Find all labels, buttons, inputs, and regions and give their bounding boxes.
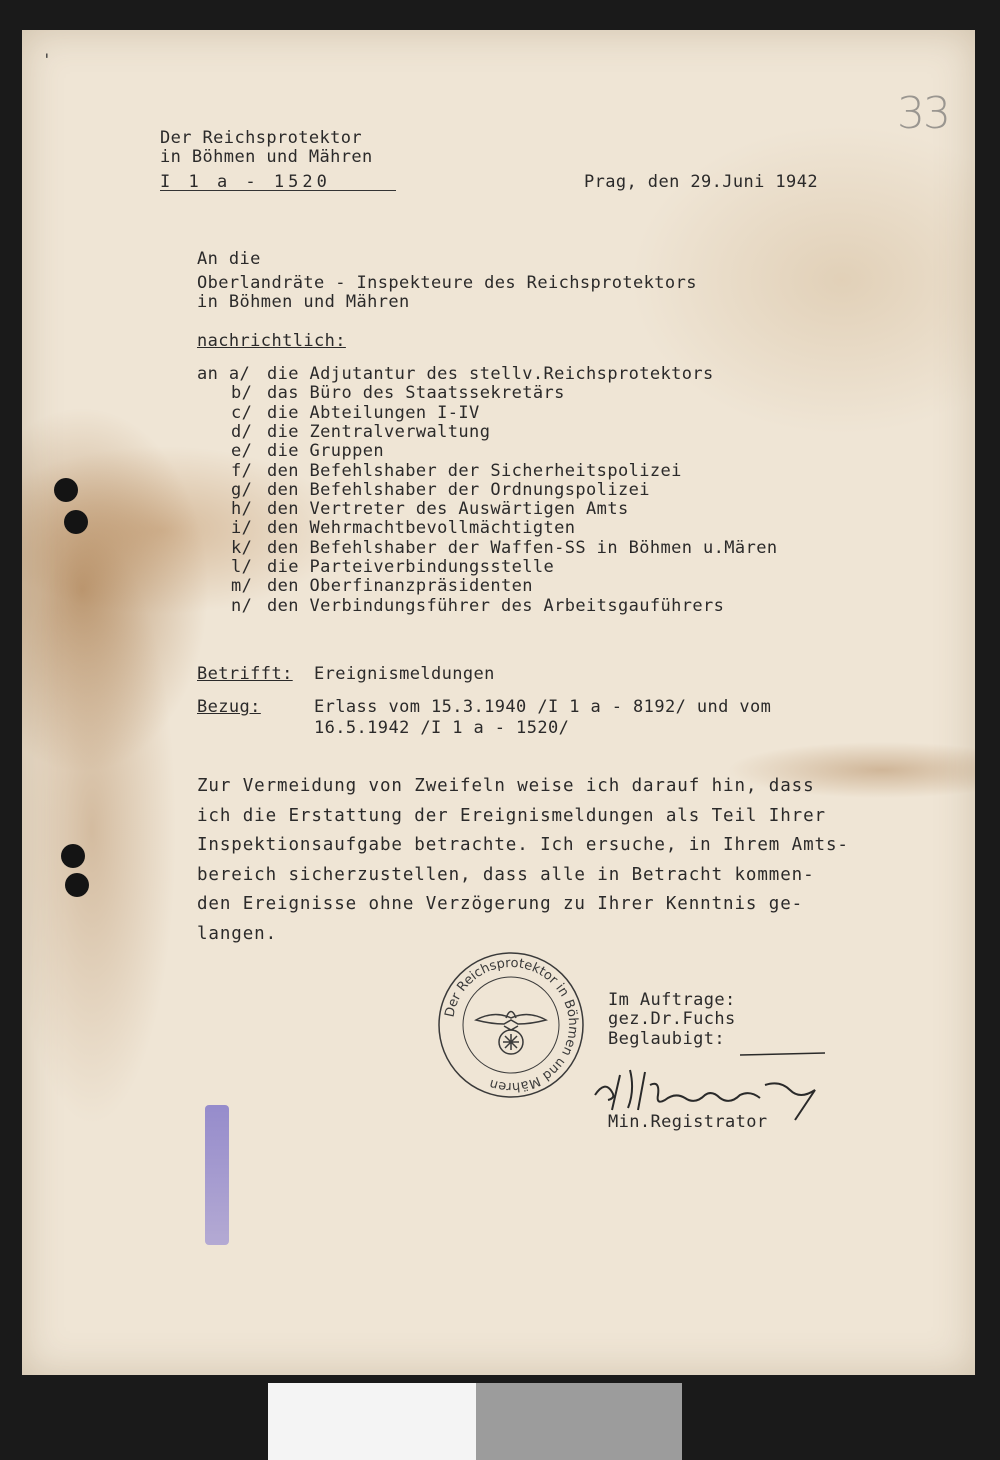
- stamp-text: Der Reichsprotektor in Böhmen und Mähren: [442, 955, 581, 1095]
- sender-reference: I 1 a - 1520: [160, 172, 331, 192]
- scan-calibration-grey: [476, 1383, 682, 1460]
- cc-item-prefix: e/: [231, 441, 253, 462]
- cc-item-prefix: m/: [231, 576, 253, 597]
- cc-item-text: die Zentralverwaltung: [267, 421, 491, 442]
- scan-calibration-white: [268, 1383, 476, 1460]
- cc-item-prefix: b/: [231, 383, 253, 404]
- cc-item-prefix: l/: [231, 557, 253, 577]
- cc-item-text: die Adjutantur des stellv.Reichsprotektors: [267, 364, 714, 384]
- reference-underline: [160, 190, 396, 191]
- addressee-line2: Oberlandräte - Inspekteure des Reichsprotektors: [197, 273, 697, 293]
- cc-item-text: den Befehlshaber der Sicherheitspolizei: [267, 460, 682, 481]
- cc-item-text: die Parteiverbindungsstelle: [267, 557, 555, 577]
- cc-item-text: den Verbindungsführer des Arbeitsgauführers: [267, 595, 725, 616]
- body-line: langen.: [197, 924, 278, 944]
- body-line: Zur Vermeidung von Zweifeln weise ich darauf hin, dass: [197, 776, 815, 796]
- punch-hole: [61, 844, 85, 868]
- cc-item-prefix: n/: [231, 595, 253, 616]
- page-number: 33: [897, 88, 949, 139]
- cc-item-prefix: k/: [231, 537, 253, 558]
- cc-item-prefix: f/: [231, 460, 253, 481]
- cc-item-text: den Befehlshaber der Ordnungspolizei: [267, 479, 650, 500]
- signature-title: Min.Registrator: [608, 1112, 768, 1132]
- cc-heading: nachrichtlich:: [197, 331, 346, 351]
- punch-hole: [65, 873, 89, 897]
- cc-item-text: den Vertreter des Auswärtigen Amts: [267, 499, 629, 520]
- official-stamp: [436, 950, 586, 1100]
- cc-item-prefix: an a/: [197, 364, 251, 384]
- cc-item-text: den Oberfinanzpräsidenten: [267, 576, 533, 597]
- addressee-line3: in Böhmen und Mähren: [197, 292, 410, 312]
- body-line: ich die Erstattung der Ereignismeldungen als Teil Ihrer: [197, 805, 826, 826]
- cc-item-text: den Befehlshaber der Waffen-SS in Böhmen u.Mären: [267, 537, 778, 558]
- mark: ': [42, 50, 52, 69]
- body-line: bereich sicherzustellen, dass alle in Betracht kommen-: [197, 864, 815, 885]
- cc-item-text: die Gruppen: [267, 441, 384, 462]
- body-line: Inspektionsaufgabe betrachte. Ich ersuche, in Ihrem Amts-: [197, 835, 849, 856]
- eagle-emblem-icon: [476, 1012, 546, 1055]
- cc-item-prefix: h/: [231, 499, 253, 520]
- cc-item-text: den Wehrmachtbevollmächtigten: [267, 518, 576, 539]
- reference-label: Bezug:: [197, 697, 261, 717]
- punch-hole: [64, 510, 88, 534]
- punch-hole: [54, 478, 78, 502]
- body-line: den Ereignisse ohne Verzögerung zu Ihrer Kenntnis ge-: [197, 894, 804, 915]
- subject-text: Ereignismeldungen: [314, 664, 495, 684]
- blue-pencil-mark: [205, 1105, 229, 1245]
- reference-line2: 16.5.1942 /I 1 a - 1520/: [314, 718, 570, 738]
- sender-line2: in Böhmen und Mähren: [160, 147, 373, 167]
- signature-line2: gez.Dr.Fuchs: [608, 1009, 736, 1029]
- signature-line3: Beglaubigt:: [608, 1029, 725, 1049]
- place-date: Prag, den 29.Juni 1942: [584, 172, 818, 192]
- cc-item-text: das Büro des Staatssekretärs: [267, 383, 565, 404]
- cc-item-prefix: i/: [231, 518, 253, 539]
- sender-line1: Der Reichsprotektor: [160, 128, 363, 148]
- signature-line1: Im Auftrage:: [608, 990, 736, 1010]
- cc-item-prefix: g/: [231, 479, 253, 500]
- cc-item-prefix: d/: [231, 421, 253, 442]
- reference-line1: Erlass vom 15.3.1940 /I 1 a - 8192/ und vom: [314, 697, 772, 717]
- addressee-line1: An die: [197, 249, 261, 269]
- cc-item-text: die Abteilungen I-IV: [267, 402, 480, 423]
- cc-item-prefix: c/: [231, 402, 253, 423]
- subject-label: Betrifft:: [197, 664, 293, 684]
